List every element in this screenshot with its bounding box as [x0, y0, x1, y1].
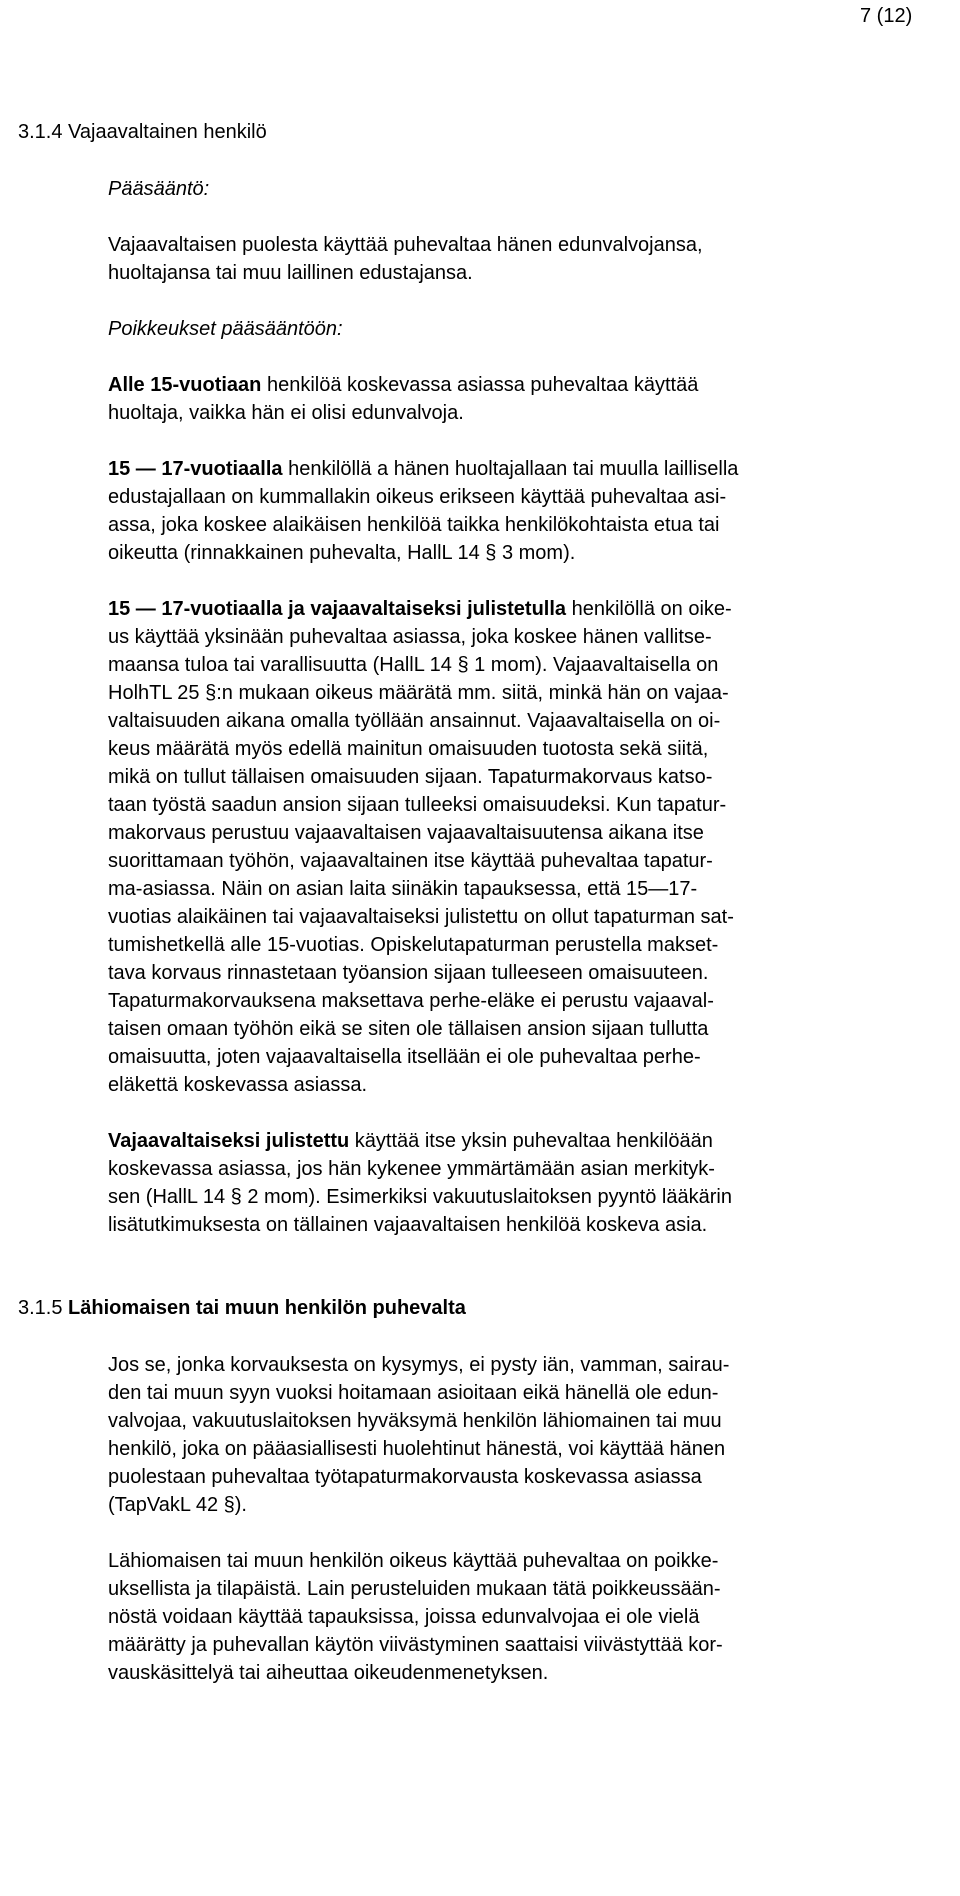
age-15-17-paragraph-line: edustajallaan on kummallakin oikeus erikseen käyttää puhevaltaa asi-	[108, 486, 727, 508]
declared-minor-paragraph-line: omaisuutta, joten vajaavaltaisella itsellään ei ole puhevaltaa perhe-	[108, 1046, 701, 1068]
relative-paragraph-line: den tai muun syyn vuoksi hoitamaan asioitaan eikä hänellä ole edun-	[108, 1382, 719, 1404]
age-15-17-text: henkilöllä a hänen huoltajallaan tai muulla laillisella	[282, 458, 739, 480]
declared-minor-paragraph-line: mikä on tullut tällaisen omaisuuden sijaan. Tapaturmakorvaus katso-	[108, 766, 713, 788]
relative-paragraph-line: (TapVakL 42 §).	[108, 1494, 247, 1516]
under-15-bold: Alle 15-vuotiaan	[108, 374, 262, 396]
declared-incompetent-paragraph-line: lisätutkimuksesta on tällainen vajaavaltaisen henkilöä koskeva asia.	[108, 1214, 708, 1236]
relative-paragraph-line: valvojaa, vakuutuslaitoksen hyväksymä henkilön lähiomainen tai muu	[108, 1410, 722, 1432]
declared-minor-paragraph-line: suorittamaan työhön, vajaavaltainen itse käyttää puhevaltaa tapatur-	[108, 850, 713, 872]
relative-exception-paragraph-line: nöstä voidaan käyttää tapauksissa, joissa edunvalvojaa ei ole vielä	[108, 1606, 700, 1628]
declared-minor-paragraph-line: tava korvaus rinnastetaan työansion sijaan tulleeseen omaisuuteen.	[108, 962, 709, 984]
declared-minor-paragraph-line: ma-asiassa. Näin on asian laita siinäkin tapauksessa, että 15—17-	[108, 878, 698, 900]
exceptions-label: Poikkeukset pääsääntöön:	[108, 318, 343, 340]
declared-incompetent-bold: Vajaavaltaiseksi julistettu	[108, 1130, 350, 1152]
declared-minor-paragraph-line	[108, 596, 732, 624]
declared-incompetent-paragraph-line: sen (HallL 14 § 2 mom). Esimerkiksi vakuutuslaitoksen pyyntö lääkärin	[108, 1186, 732, 1208]
under-15-paragraph-line: huoltaja, vaikka hän ei olisi edunvalvoja.	[108, 402, 464, 424]
main-rule-label: Pääsääntö:	[108, 178, 210, 200]
under-15-paragraph-line	[108, 372, 698, 400]
declared-minor-paragraph-line: taisen omaan työhön eikä se siten ole tällaisen ansion sijaan tullutta	[108, 1018, 709, 1040]
section-heading-number: 3.1.5	[18, 1297, 63, 1319]
page-number: 7 (12)	[860, 5, 913, 27]
age-15-17-paragraph-line	[108, 456, 738, 484]
section-sign: §	[485, 542, 497, 564]
declared-incompetent-paragraph-line: koskevassa asiassa, jos hän kykenee ymmärtämään asian merkityk-	[108, 1158, 715, 1180]
declared-minor-paragraph-line: vuotias alaikäinen tai vajaavaltaiseksi julistettu on ollut tapaturman sat-	[108, 906, 734, 928]
declared-minor-paragraph-line: maansa tuloa tai varallisuutta (HallL 14 § 1 mom). Vajaavaltaisella on	[108, 654, 719, 676]
relative-paragraph-line: Jos se, jonka korvauksesta on kysymys, ei pysty iän, vamman, sairau-	[108, 1354, 730, 1376]
relative-paragraph-line: puolestaan puhevaltaa työtapaturmakorvausta koskevassa asiassa	[108, 1466, 702, 1488]
declared-minor-text: henkilöllä on oike-	[566, 598, 732, 620]
main-rule-text-line: Vajaavaltaisen puolesta käyttää puhevaltaa hänen edunvalvojansa,	[108, 234, 703, 256]
section-heading-3-1-4: 3.1.4 Vajaavaltainen henkilö	[18, 121, 267, 143]
under-15-text: henkilöä koskevassa asiassa puhevaltaa käyttää	[261, 374, 699, 396]
age-15-17-text: 3 mom).	[496, 542, 576, 564]
declared-incompetent-text: käyttää itse yksin puhevaltaa henkilöään	[349, 1130, 713, 1152]
declared-incompetent-paragraph-line	[108, 1128, 713, 1156]
relative-exception-paragraph-line: Lähiomaisen tai muun henkilön oikeus käyttää puhevaltaa on poikke-	[108, 1550, 719, 1572]
age-15-17-paragraph-line: assa, joka koskee alaikäisen henkilöä taikka henkilökohtaista etua tai	[108, 514, 720, 536]
declared-minor-bold: 15 — 17-vuotiaalla ja vajaavaltaiseksi julistetulla	[108, 598, 567, 620]
declared-minor-paragraph-line: us käyttää yksinään puhevaltaa asiassa, joka koskee hänen vallitse-	[108, 626, 712, 648]
age-15-17-paragraph-line	[108, 540, 575, 568]
section-heading-text: Lähiomaisen tai muun henkilön puhevalta	[62, 1297, 466, 1319]
declared-minor-paragraph-line: keus määrätä myös edellä mainitun omaisuuden tuotosta sekä siitä,	[108, 738, 709, 760]
relative-exception-paragraph-line: uksellista ja tilapäistä. Lain perusteluiden mukaan tätä poikkeussään-	[108, 1578, 721, 1600]
declared-minor-paragraph-line: taan työstä saadun ansion sijaan tulleeksi omaisuudeksi. Kun tapatur-	[108, 794, 727, 816]
declared-minor-paragraph-line: eläkettä koskevassa asiassa.	[108, 1074, 368, 1096]
section-heading-3-1-5	[18, 1296, 466, 1320]
declared-minor-paragraph-line: makorvaus perustuu vajaavaltaisen vajaavaltaisuutensa aikana itse	[108, 822, 704, 844]
main-rule-text-line: huoltajansa tai muu laillinen edustajansa.	[108, 262, 473, 284]
declared-minor-paragraph-line: tumishetkellä alle 15-vuotias. Opiskelutapaturman perustella makset-	[108, 934, 719, 956]
relative-exception-paragraph-line: määrätty ja puhevallan käytön viivästyminen saattaisi viivästyttää kor-	[108, 1634, 723, 1656]
age-15-17-text: oikeutta (rinnakkainen puhevalta, HallL 14	[108, 542, 486, 564]
declared-minor-paragraph-line: valtaisuuden aikana omalla työllään ansainnut. Vajaavaltaisella on oi-	[108, 710, 721, 732]
age-15-17-bold: 15 — 17-vuotiaalla	[108, 458, 283, 480]
declared-minor-paragraph-line: Tapaturmakorvauksena maksettava perhe-eläke ei perustu vajaaval-	[108, 990, 714, 1012]
relative-paragraph-line: henkilö, joka on pääasiallisesti huolehtinut hänestä, voi käyttää hänen	[108, 1438, 726, 1460]
declared-minor-paragraph-line: HolhTL 25 §:n mukaan oikeus määrätä mm. siitä, minkä hän on vajaa-	[108, 682, 729, 704]
relative-exception-paragraph-line: vauskäsittelyä tai aiheuttaa oikeudenmenetyksen.	[108, 1662, 549, 1684]
